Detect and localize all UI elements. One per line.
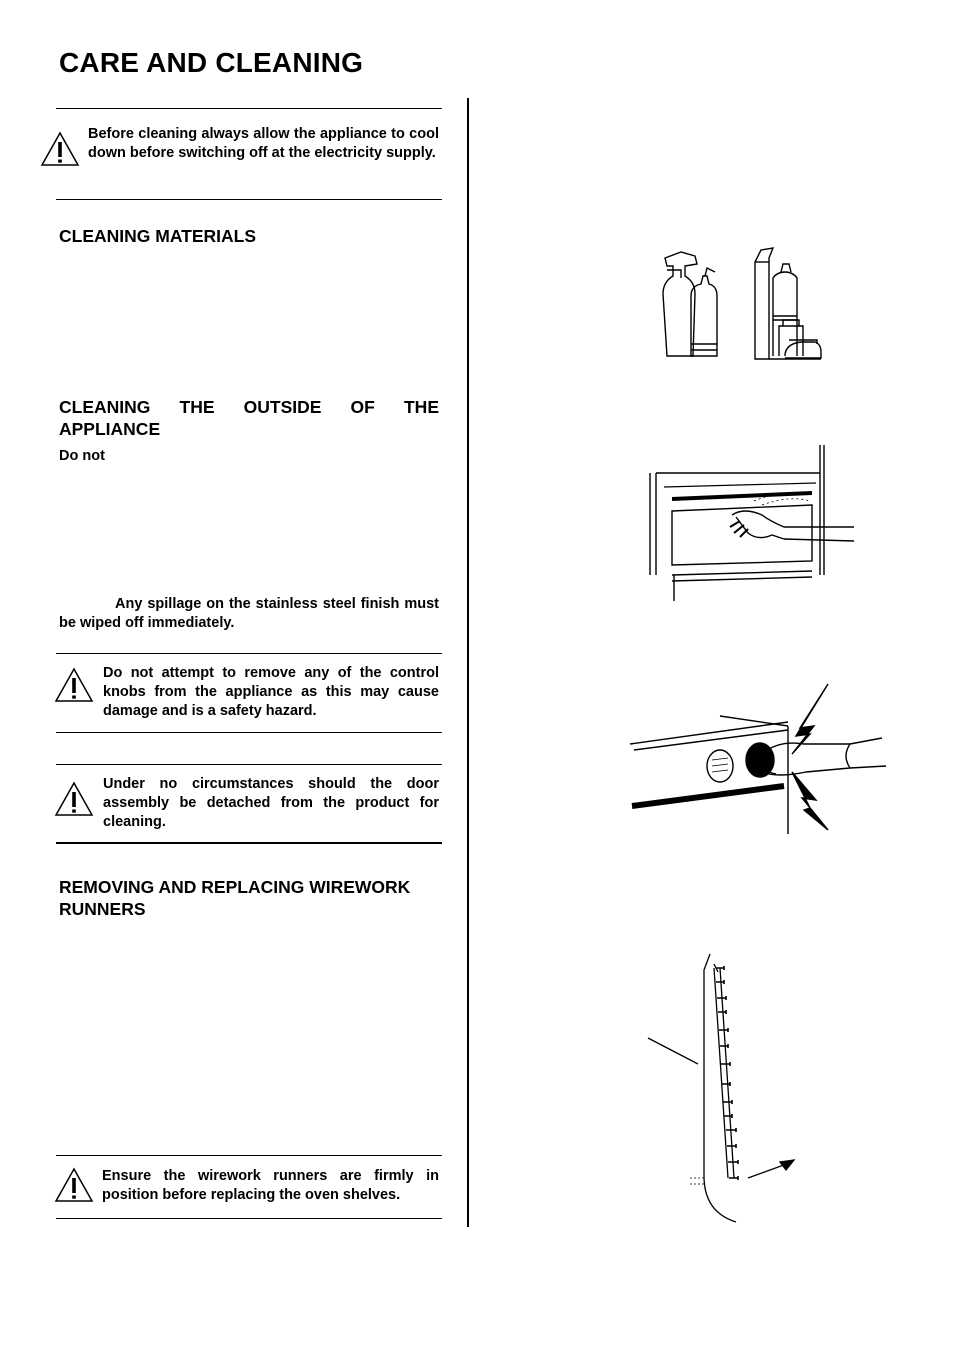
divider <box>56 1155 442 1156</box>
spillage-text: Any spillage on the stainless steel finish must be wiped off immediately. <box>59 596 439 631</box>
heading-cleaning-outside-line2: APPLIANCE <box>59 419 161 439</box>
page-title: CARE AND CLEANING <box>59 47 364 78</box>
heading-cleaning-outside-line1: CLEANING THE OUTSIDE OF THE <box>59 397 439 417</box>
divider <box>56 199 442 200</box>
do-not-text: Do not <box>59 448 105 464</box>
divider <box>56 732 442 733</box>
heading-cleaning-materials: CLEANING MATERIALS <box>59 226 257 246</box>
divider <box>56 842 442 844</box>
divider <box>56 653 442 654</box>
divider <box>56 1218 442 1219</box>
heading-runners-line1: REMOVING AND REPLACING WIREWORK <box>59 877 411 897</box>
warning-control-knobs-text: Do not attempt to remove any of the control knobs from the appliance as this may cause damage and is a safety hazard. <box>103 665 439 719</box>
cleaning-products-illustration <box>655 244 825 364</box>
warning-triangle-icon <box>40 131 80 167</box>
control-knob-hazard-illustration <box>628 682 890 838</box>
warning-door-assembly-text: Under no circumstances should the door assembly be detached from the product for cleaning. <box>103 776 439 830</box>
warning-triangle-icon <box>54 667 94 703</box>
wiping-oven-illustration <box>644 443 859 603</box>
warning-cool-down-text: Before cleaning always allow the appliance to cool down before switching off at the electricity supply. <box>88 126 439 161</box>
heading-runners-line2: RUNNERS <box>59 899 146 919</box>
warning-wirework-text: Ensure the wirework runners are firmly in position before replacing the oven shelves. <box>102 1168 439 1203</box>
wirework-runner-illustration <box>644 950 804 1230</box>
divider <box>56 108 442 109</box>
divider <box>56 764 442 765</box>
column-divider <box>467 98 469 1227</box>
warning-triangle-icon <box>54 1167 94 1203</box>
warning-triangle-icon <box>54 781 94 817</box>
